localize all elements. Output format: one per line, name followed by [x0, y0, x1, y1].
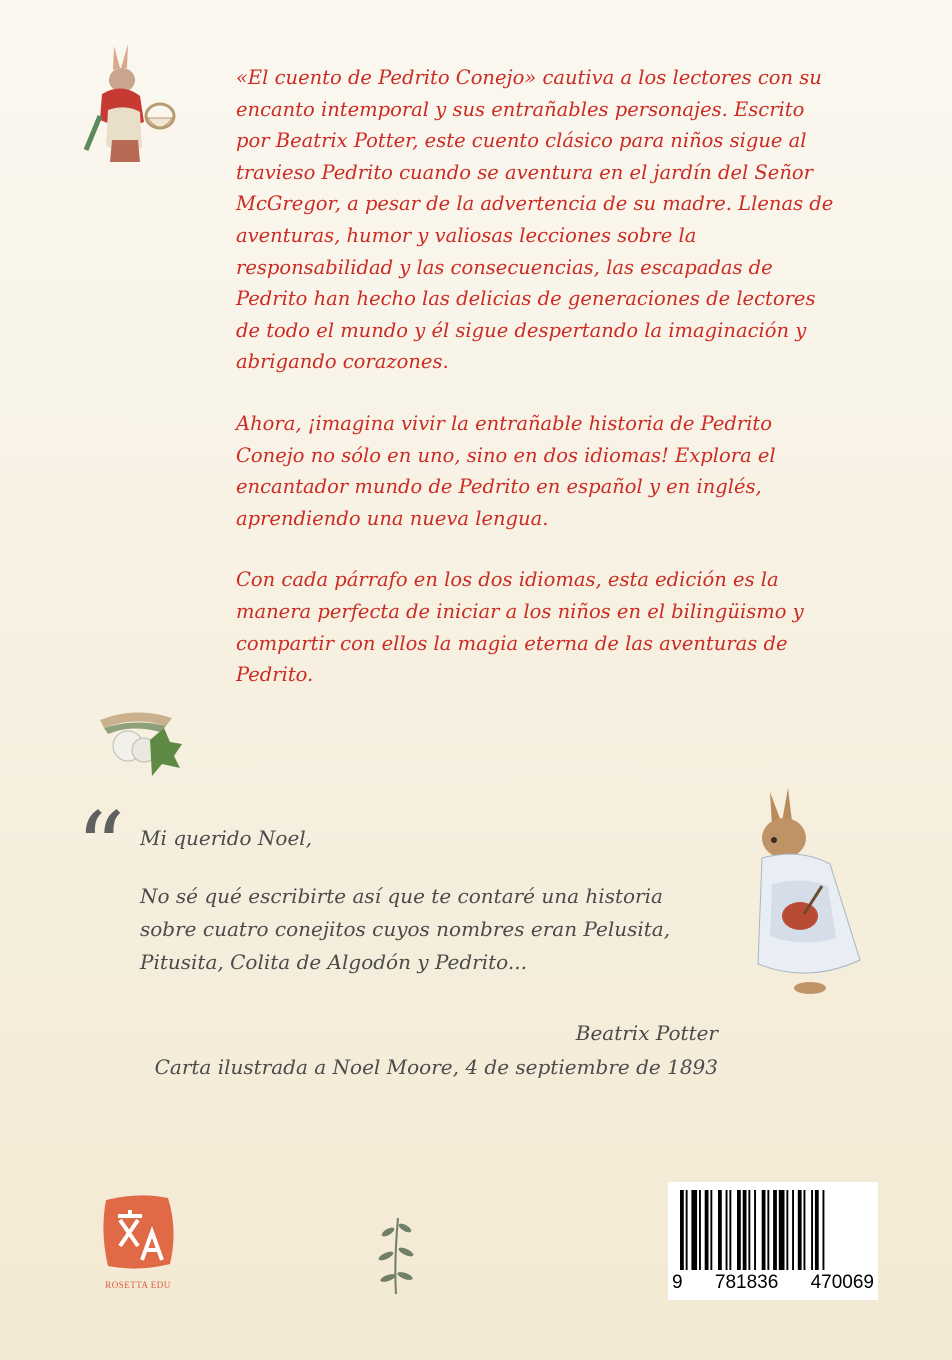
blurb-paragraph-2: Ahora, ¡imagina vivir la entrañable historia de Pedrito Conejo no sólo en uno, sino en dos idiomas! Explora el encantador mundo de Pedrito en español y en inglés, aprendiendo una nueva lengua. — [236, 411, 776, 530]
barcode-bar — [798, 1190, 802, 1270]
barcode-bar — [762, 1190, 766, 1270]
sprig-ornament — [372, 1212, 420, 1296]
isbn-group-2: 470069 — [810, 1272, 874, 1293]
barcode-bar — [748, 1190, 750, 1270]
barcode-bar — [804, 1190, 806, 1270]
barcode-bar — [680, 1190, 684, 1270]
letter-quote — [140, 822, 720, 1004]
quote-author: Beatrix Potter — [575, 1021, 718, 1045]
blurb-paragraph-3: Con cada párrafo en los dos idiomas, esta edición es la manera perfecta de iniciar a los niños en el bilingüismo y compartir con ellos la magia eterna de las aventuras de Pedrito. — [236, 568, 804, 687]
barcode-bar — [786, 1190, 788, 1270]
barcode-bar — [726, 1190, 728, 1270]
barcode-bar — [779, 1190, 785, 1270]
barcode-bar — [811, 1190, 813, 1270]
vegetables-illustration — [96, 692, 190, 780]
quote-attribution — [140, 1016, 718, 1084]
quote-source: Carta ilustrada a Noel Moore, 4 de septiembre de 1893 — [154, 1055, 718, 1079]
barcode-bar — [737, 1190, 741, 1270]
barcode-bar — [710, 1190, 712, 1270]
isbn-number — [668, 1272, 878, 1294]
barcode-bar — [823, 1190, 825, 1270]
publisher-name: ROSETTA EDU — [105, 1280, 171, 1290]
isbn-prefix: 9 — [672, 1272, 683, 1293]
barcode-bar — [767, 1190, 769, 1270]
blurb-paragraph-1: «El cuento de Pedrito Conejo» cautiva a los lectores con su encanto intemporal y sus entrañables personajes. Escrito por Beatrix Potter, este cuento clásico para niños sigue al travieso Pedrito cuando se aventura en el jardín del Señor McGregor, a pesar de la advertencia de su madre. Llenas de aventuras, humor y valiosas lecciones sobre la responsabilidad y las consecuencias, las escapadas de Pedrito han hecho las delicias de generaciones de lectores de todo el mundo y él sigue despertando la imaginación y abrigando corazones. — [236, 66, 834, 374]
letter-body: No sé qué escribirte así que te contaré una historia sobre cuatro conejitos cuyos nombres eran Pelusita, Pitusita, Colita de Algodón y Pedrito... — [140, 884, 671, 974]
quote-mark: “ — [76, 792, 126, 904]
publisher-logo — [88, 1190, 188, 1290]
barcode-bar — [705, 1190, 709, 1270]
mother-rabbit-illustration — [744, 788, 870, 1002]
barcode-bar — [729, 1190, 731, 1270]
barcode-bar — [686, 1190, 688, 1270]
rabbit-with-basket-illustration — [80, 40, 190, 170]
isbn-group-1: 781836 — [714, 1272, 779, 1293]
barcode-bar — [718, 1190, 722, 1270]
barcode-bar — [754, 1190, 756, 1270]
barcode-bar — [743, 1190, 747, 1270]
barcode-bar — [792, 1190, 794, 1270]
barcode-bars — [668, 1182, 878, 1274]
barcode-bar — [699, 1190, 701, 1270]
translate-icon — [98, 1190, 178, 1274]
back-cover-blurb — [236, 62, 836, 721]
barcode-bar — [691, 1190, 697, 1270]
letter-greeting: Mi querido Noel, — [140, 826, 313, 850]
barcode-bar — [773, 1190, 777, 1270]
barcode-bar — [815, 1190, 819, 1270]
